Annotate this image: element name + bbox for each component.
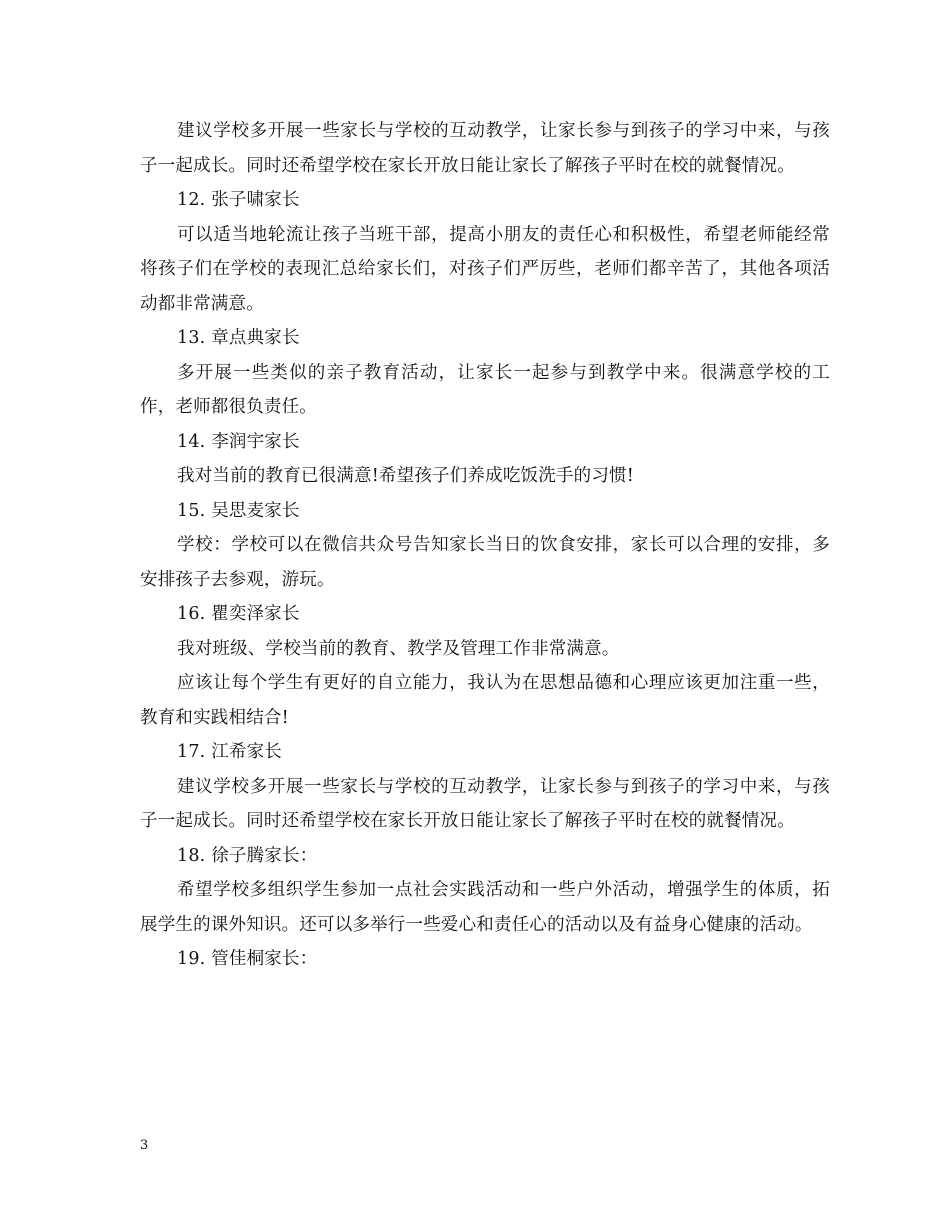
paragraph-feedback-15: 学校：学校可以在微信共众号告知家长当日的饮食安排，家长可以合理的安排，多安排孩子去参观，游玩。 bbox=[140, 535, 830, 590]
document-body bbox=[140, 114, 830, 977]
paragraph-feedback-16b: 应该让每个学生有更好的自立能力，我认为在思想品德和心理应该更加注重一些，教育和实践相结合! bbox=[140, 673, 830, 728]
paragraph-feedback-16a: 我对班级、学校当前的教育、教学及管理工作非常满意。 bbox=[177, 638, 620, 659]
paragraph-feedback-17: 建议学校多开展一些家长与学校的互动教学，让家长参与到孩子的学习中来，与孩子一起成长。同时还希望学校在家长开放日能让家长了解孩子平时在校的就餐情况。 bbox=[140, 776, 830, 831]
entry-heading-19: 19. 管佳桐家长： bbox=[177, 949, 318, 969]
entry-heading-17: 17. 江希家长 bbox=[177, 742, 282, 762]
paragraph-feedback-12: 可以适当地轮流让孩子当班干部，提高小朋友的责任心和积极性，希望老师能经常将孩子们在学校的表现汇总给家长们，对孩子们严厉些，老师们都辛苦了，其他各项活动都非常满意。 bbox=[140, 224, 830, 314]
entry-heading-13: 13. 章点典家长 bbox=[177, 328, 300, 348]
entry-heading-15: 15. 吴思麦家长 bbox=[177, 500, 300, 521]
entry-heading-12: 12. 张子啸家长 bbox=[177, 190, 300, 210]
page-number: 3 bbox=[140, 1138, 149, 1153]
paragraph-feedback-13: 多开展一些类似的亲子教育活动，让家长一起参与到教学中来。很满意学校的工作，老师都很负责任。 bbox=[140, 362, 830, 417]
paragraph-feedback-18: 希望学校多组织学生参加一点社会实践活动和一些户外活动，增强学生的体质，拓展学生的课外知识。还可以多举行一些爱心和责任心的活动以及有益身心健康的活动。 bbox=[140, 880, 830, 935]
entry-heading-14: 14. 李润宇家长 bbox=[177, 431, 300, 452]
entry-heading-18: 18. 徐子腾家长： bbox=[177, 845, 318, 866]
paragraph-feedback-14: 我对当前的教育已很满意!希望孩子们养成吃饭洗手的习惯! bbox=[177, 466, 634, 486]
paragraph-intro-feedback: 建议学校多开展一些家长与学校的互动教学，让家长参与到孩子的学习中来，与孩子一起成长。同时还希望学校在家长开放日能让家长了解孩子平时在校的就餐情况。 bbox=[140, 121, 830, 176]
entry-heading-16: 16. 瞿奕泽家长 bbox=[177, 604, 300, 624]
